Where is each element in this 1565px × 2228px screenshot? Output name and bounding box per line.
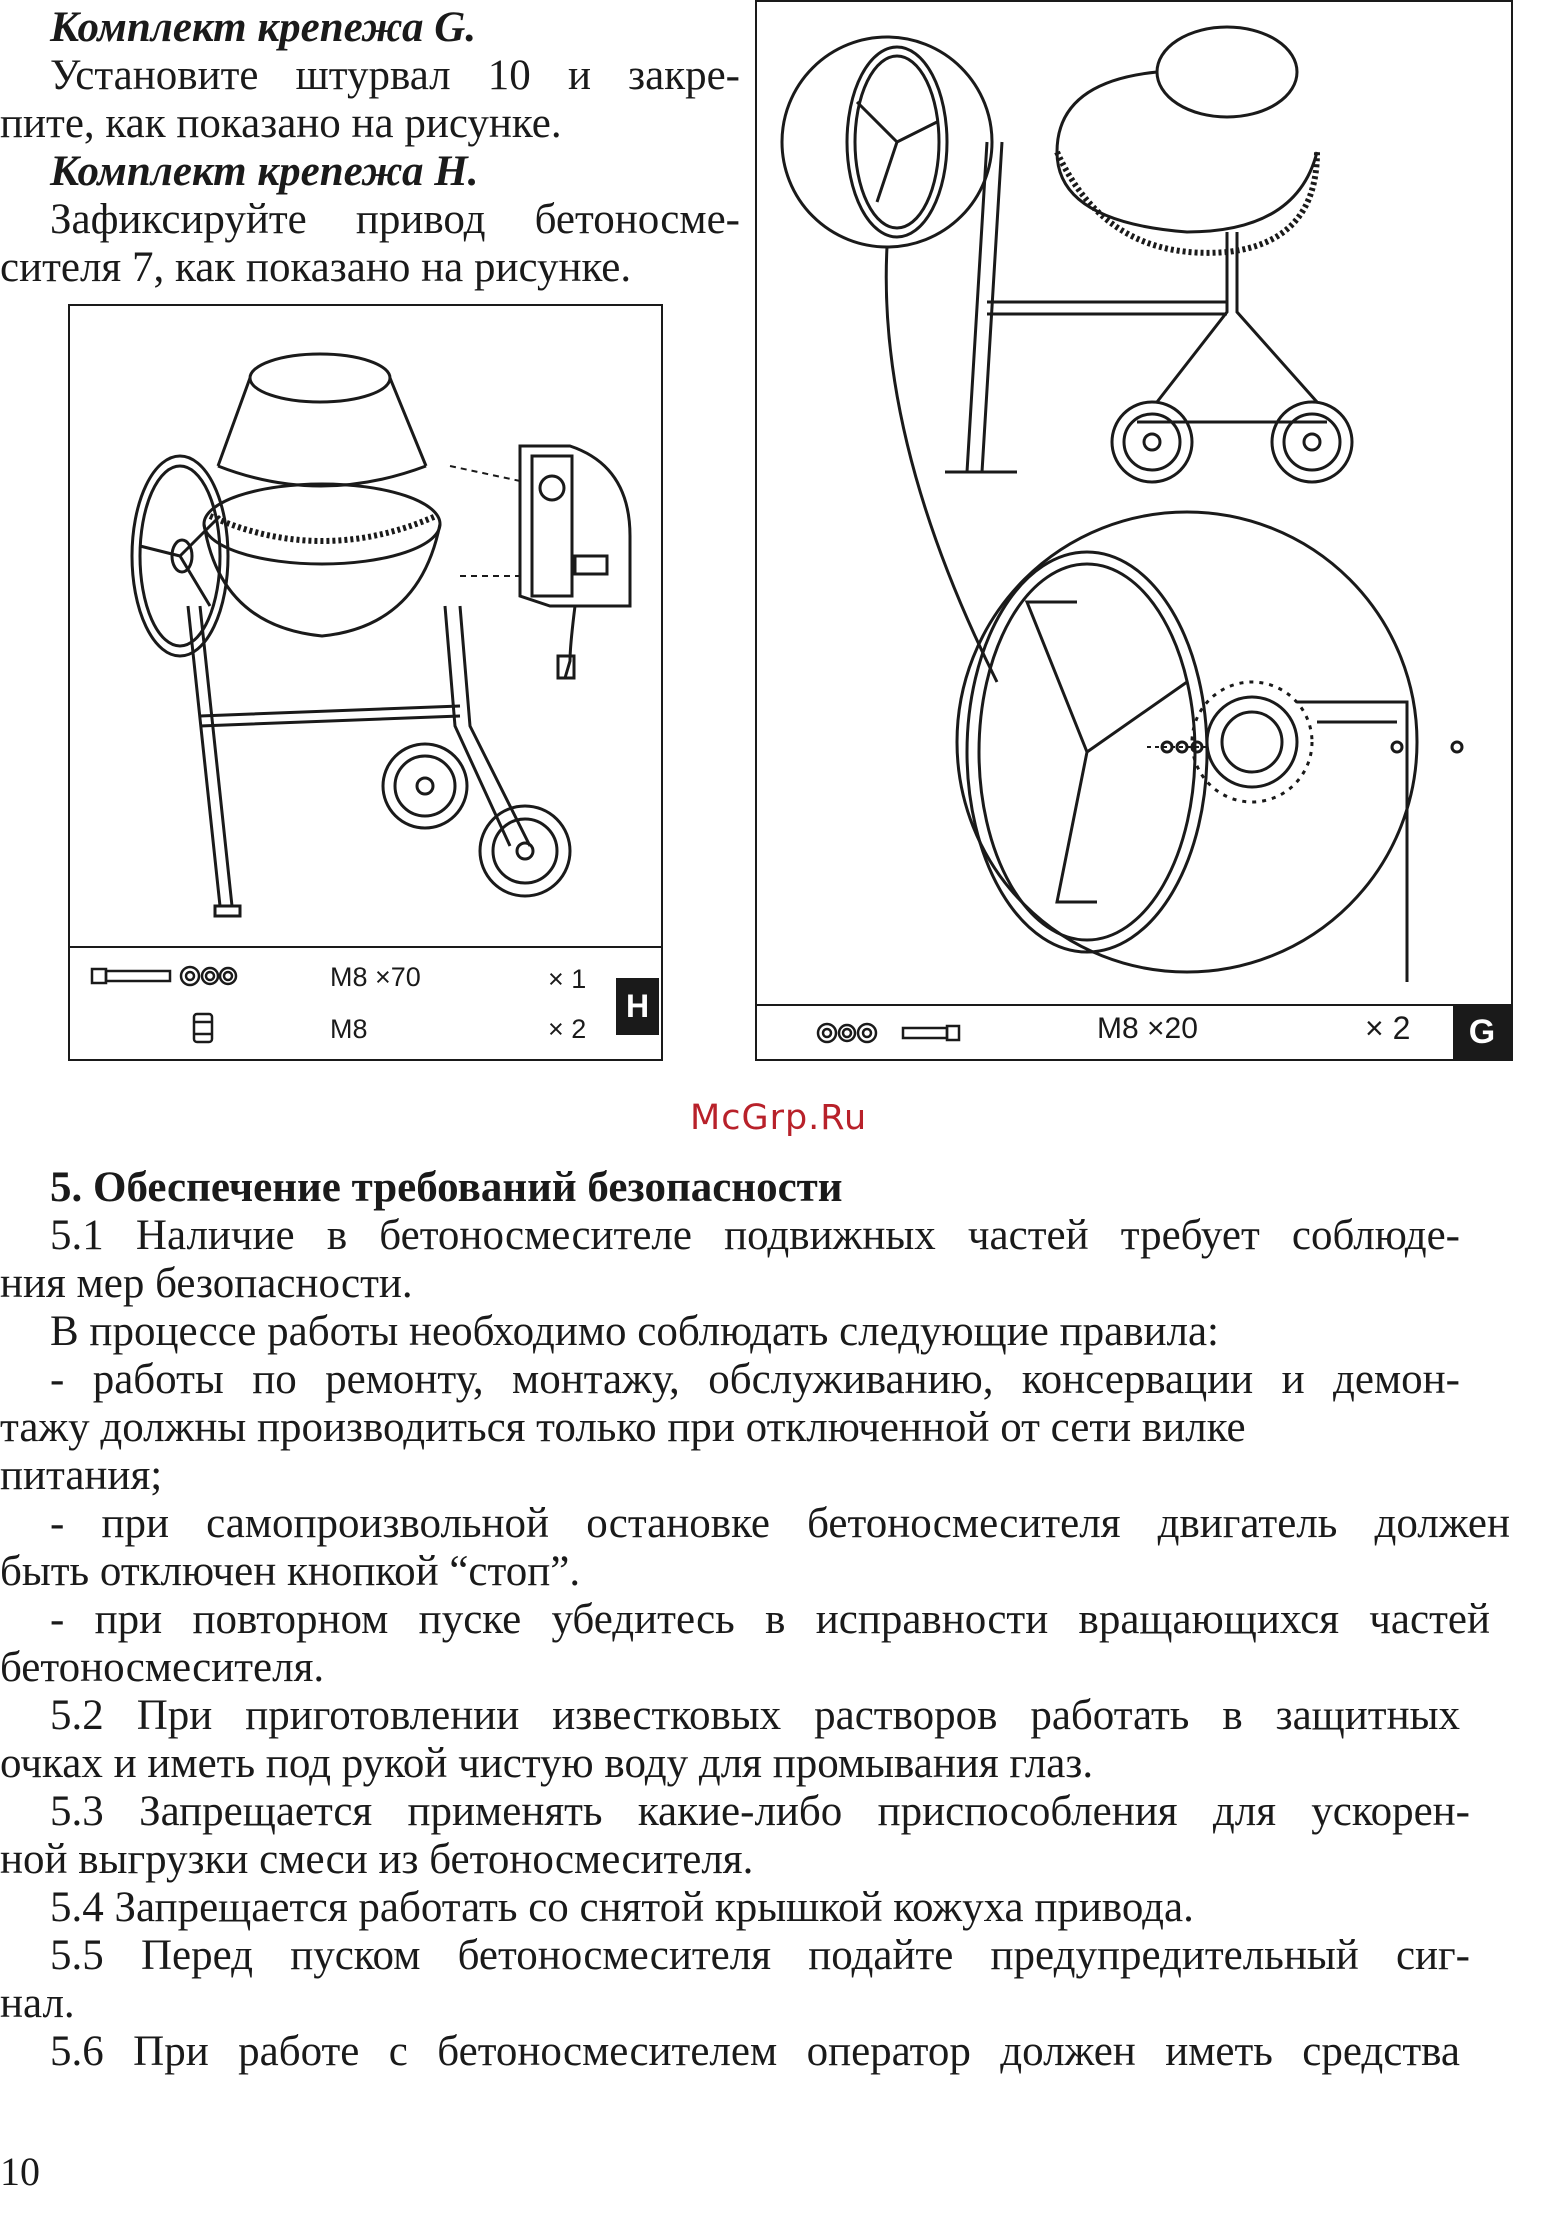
body-text-line: 5.2 При приготовлении известковых растворов работать в защитных: [50, 1692, 1460, 1739]
kit-h-text-line: Зафиксируйте привод бетоносме-: [50, 196, 740, 243]
body-text-line: - при самопроизвольной остановке бетоносмесителя двигатель должен: [50, 1500, 1510, 1547]
kit-badge: G: [1453, 1006, 1511, 1059]
spec-label: M8: [330, 1014, 368, 1044]
body-text-line: 5.1 Наличие в бетоносмесителе подвижных частей требует соблюде-: [50, 1212, 1460, 1259]
quantity-label: × 2: [548, 1014, 587, 1044]
kit-h-heading: Комплект крепежа H.: [50, 148, 479, 195]
body-text-line: тажу должны производиться только при отключенной от сети вилке: [0, 1404, 1246, 1451]
body-text-line: очках и иметь под рукой чистую воду для промывания глаз.: [0, 1740, 1094, 1787]
figure-h: [68, 304, 663, 1061]
section-heading: 5. Обеспечение требований безопасности: [50, 1164, 843, 1211]
watermark: McGrp.Ru: [690, 1098, 868, 1138]
spec-label: M8 ×70: [330, 962, 421, 992]
page-number: 10: [0, 2149, 40, 2194]
figure-g: [755, 0, 1513, 1061]
washer-and-bolt-icon: [815, 1018, 975, 1048]
kit-g-text-line: пите, как показано на рисунке.: [0, 100, 562, 147]
body-text-line: 5.6 При работе с бетоносмесителем оператор должен иметь средства: [50, 2028, 1460, 2075]
body-text-line: бетоносмесителя.: [0, 1644, 325, 1691]
body-text-line: питания;: [0, 1452, 163, 1499]
kit-badge: H: [616, 978, 659, 1035]
body-text-line: 5.4 Запрещается работать со снятой крышкой кожуха привода.: [50, 1884, 1194, 1931]
body-text-line: 5.5 Перед пуском бетоносмесителя подайте предупредительный сиг-: [50, 1932, 1470, 1979]
kit-h-text-line: сителя 7, как показано на рисунке.: [0, 244, 632, 291]
mixer-drive-illustration: [70, 306, 661, 946]
body-text-line: быть отключен кнопкой “стоп”.: [0, 1548, 581, 1595]
kit-g-heading: Комплект крепежа G.: [50, 4, 477, 51]
spec-label: M8 ×20: [1097, 1012, 1198, 1045]
quantity-label: × 2: [1365, 1010, 1411, 1046]
body-text-line: - работы по ремонту, монтажу, обслуживанию, консервации и демон-: [50, 1356, 1460, 1403]
nut-icon: [188, 1012, 218, 1044]
body-text-line: ной выгрузки смеси из бетоносмесителя.: [0, 1836, 754, 1883]
body-text-line: нал.: [0, 1980, 75, 2027]
handwheel-mounting-illustration: [757, 2, 1511, 1002]
body-text-line: - при повторном пуске убедитесь в исправности вращающихся частей: [50, 1596, 1490, 1643]
body-text-line: В процессе работы необходимо соблюдать следующие правила:: [50, 1308, 1219, 1355]
kit-g-text-line: Установите штурвал 10 и закре-: [50, 52, 740, 99]
quantity-label: × 1: [548, 964, 587, 994]
body-text-line: 5.3 Запрещается применять какие-либо приспособления для ускорен-: [50, 1788, 1470, 1835]
body-text-line: ния мер безопасности.: [0, 1260, 413, 1307]
bolt-icon: [90, 961, 250, 991]
